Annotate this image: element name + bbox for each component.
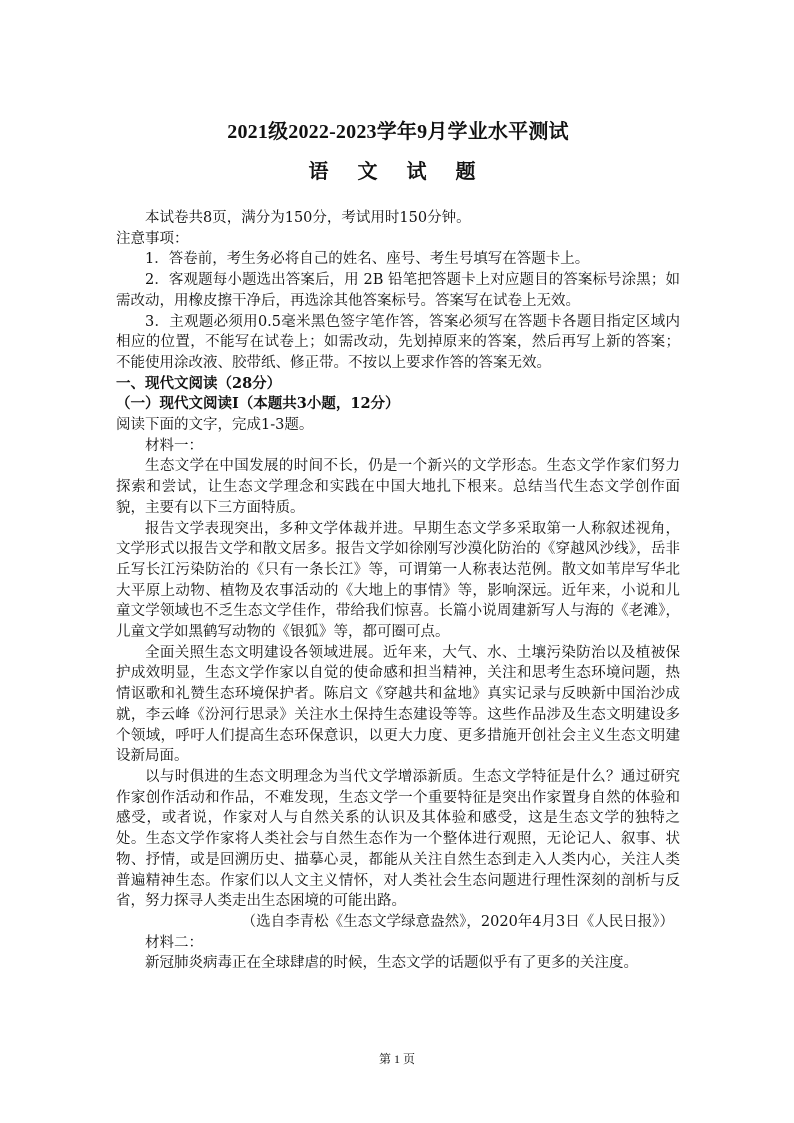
section-sub-heading: （一）现代文阅读Ⅰ（本题共3小题，12分） <box>116 395 400 413</box>
material2-label: 材料二： <box>145 934 203 951</box>
page-number: 第 1 页 <box>378 1052 415 1066</box>
material1-paragraph-4: 以与时俱进的生态文明理念为当代文学增添新质。生态文学特征是什么？通过研究作家创作活动和作品，不难发现，生态文学一个重要特征是突出作家置身自然的体验和感受，或者说，作家对人与自然关系的认识及其体验和感受，这是生态文学的独特之处。生态文学作家将人类社会与自然生态作为一个整体进行观照，无论记人、叙事、状物、抒情，或是回溯历史、描摹心灵，都能从关注自然生态到走入人类内心，关注人类普遍精神生态。作家们以人文主义情怀，对人类社会生态问题进行理性深刻的剖析与反省，努力探寻人类走出生态困境的可能出路。 <box>116 768 680 910</box>
exam-info: 本试卷共8页，满分为150分，考试用时150分钟。 <box>145 210 471 226</box>
material1-label: 材料一： <box>145 437 203 454</box>
exam-subtitle: 语 文 试 题 <box>308 161 488 183</box>
exam-title: 2021级2022-2023学年9月学业水平测试 <box>227 121 569 143</box>
notice-item-3: 3．主观题必须用0.5毫米黑色签字笔作答，答案必须写在答题卡各题目指定区域内相应的位置，不能写在试卷上；如需改动，先划掉原来的答案，然后再写上新的答案；不能使用涂改液、胶带纸、修正带。不按以上要求作答的答案无效。 <box>116 313 680 371</box>
exam-page <box>116 118 680 1078</box>
material1-source: （选自李青松《生态文学绿意盎然》，2020年4月3日《人民日报》） <box>241 913 674 930</box>
reading-instruction: 阅读下面的文字，完成1-3题。 <box>116 417 314 434</box>
material1-paragraph-2: 报告文学表现突出，多种文学体裁并进。早期生态文学多采取第一人称叙述视角，文学形式以报告文学和散文居多。报告文学如徐刚写沙漠化防治的《穿越风沙线》，岳非丘写长江污染防治的《只有一条长江》等，可谓第一人称表达范例。散文如苇岸写华北大平原上动物、植物及农事活动的《大地上的事情》等，影响深远。近年来，小说和儿童文学领域也不乏生态文学佳作，带给我们惊喜。长篇小说周建新写人与海的《老滩》，儿童文学如黑鹤写动物的《银狐》等，都可圈可点。 <box>116 520 680 641</box>
material1-paragraph-3: 全面关照生态文明建设各领域进展。近年来，大气、水、土壤污染防治以及植被保护成效明显，生态文学作家以自觉的使命感和担当精神，关注和思考生态环境问题，热情讴歌和礼赞生态环境保护者。陈启文《穿越共和盆地》真实记录与反映新中国治沙成就，李云峰《汾河行思录》关注水土保持生态建设等等。这些作品涉及生态文明建设多个领域，呼吁人们提高生态环保意识，以更大力度、更多措施开创社会主义生态文明建设新局面。 <box>116 644 680 765</box>
notice-item-2: 2．客观题每小题选出答案后，用 2B 铅笔把答题卡上对应题目的答案标号涂黑；如需改动，用橡皮擦干净后，再选涂其他答案标号。答案写在试卷上无效。 <box>116 272 680 309</box>
section-heading: 一、现代文阅读（28分） <box>116 374 282 392</box>
notice-item-1: 1．答卷前，考生务必将自己的姓名、座号、考生号填写在答题卡上。 <box>145 251 590 268</box>
material2-paragraph-1: 新冠肺炎病毒正在全球肆虐的时候，生态文学的话题似乎有了更多的关注度。 <box>145 955 638 972</box>
material1-paragraph-1: 生态文学在中国发展的时间不长，仍是一个新兴的文学形态。生态文学作家们努力探索和尝试，让生态文学理念和实践在中国大地扎下根来。总结当代生态文学创作面貌，主要有以下三方面特质。 <box>116 458 680 516</box>
notice-heading: 注意事项： <box>116 230 189 247</box>
